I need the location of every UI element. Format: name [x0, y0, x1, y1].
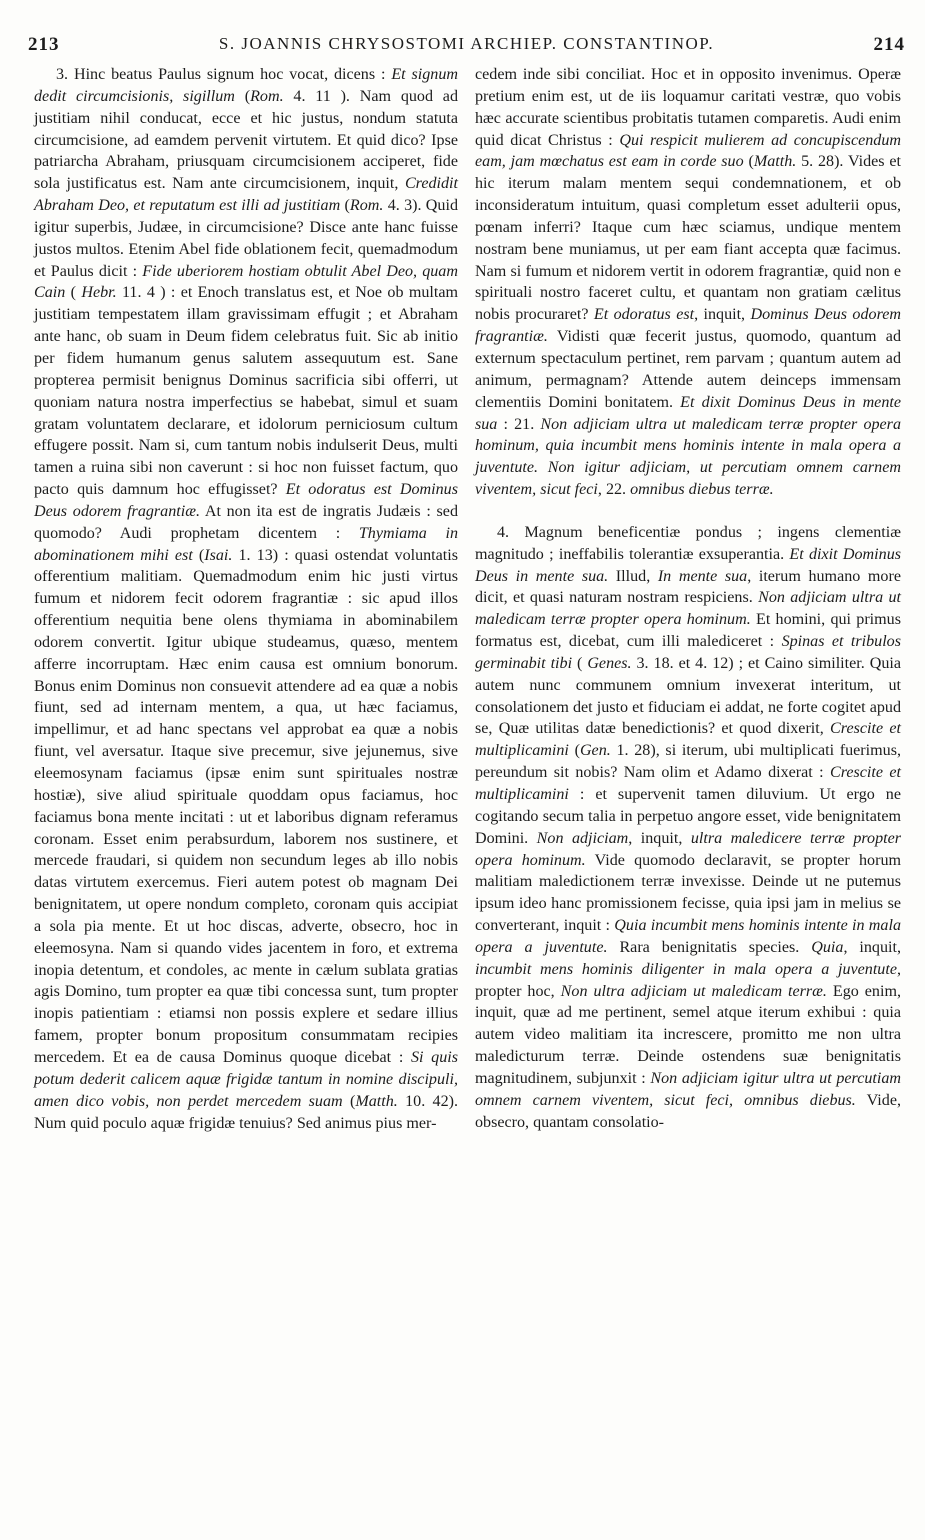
- left-column: [34, 64, 458, 1134]
- page-header: [28, 34, 905, 56]
- paragraph: 3. Hinc beatus Paulus signum hoc vocat, dicens : Et signum dedit circumcisionis, sigillum (Rom. 4. 11 ). Nam quod ad justitiam nihil conducat, ecce et hic justus, nondum statuta circumcisione, ad eamdem pervenit virtutem. Et quid dico? Ipse patriarcha Abraham, priusquam circumcisionem acciperet, fide sola justificatus est. Nam ante circumcisionem, inquit, Credidit Abraham Deo, et reputatum est illi ad justitiam (Rom. 4. 3). Quid igitur superbis, Judæe, in circumcisione? Disce ante hanc fuisse justos multos. Etenim Abel fide oblationem fecit, quemadmodum et Paulus dicit : Fide uberiorem hostiam obtulit Abel Deo, quam Cain ( Hebr. 11. 4 ) : et Enoch translatus est, et Noe ob multam justitiam tempestatem illam gravissimam effugit ; et Abraham ante hanc, ob suam in Deum fidem celebratus fuit. Sic ab initio per fidem humanum genus salutem assequutum est. Sane propterea permisit benignus Dominus sacrificia sibi offerri, ut quoniam natura nostra imperfectius se habebat, simul et suam gratam voluntatem declarare, et idolorum perniciosum cultum effugere possit. Nam si, cum tantum nobis indulserit Deus, multi tamen a ruina sibi non caverunt : si hoc non fuisset factum, quo pacto quis damnum hoc effugisset? Et odoratus est Dominus Deus odorem fragrantiæ. At non ita est de ingratis Judæis : sed quomodo? Audi prophetam dicentem : Thymiama in abominationem mihi est (Isai. 1. 13) : quasi ostendat voluntatis offerentium malitiam. Quemadmodum enim hic justi virtus fumum et nidorem fecit odorem fragrantiæ : sic apud illos offerentium nequitia bene olens thymiama in abominabilem odorem convertit. Igitur ubique studeamus, quæso, mentem afferre incorruptam. Hæc enim causa est omnium bonorum. Bonus enim Dominus non consuevit attendere ad ea quæ a nobis fiunt, sed ad internam mentem, a qua, ut hæc faciamus, impellimur, et ad hanc spectans vel approbat ea quæ a nobis fiunt, vel aversatur. Itaque sive precemur, sive jejunemus, sive eleemosynam faciamus (ipsæ enim sunt spirituales nostræ hostiæ), sive aliud spirituale quoddam opus faciamus, hoc faciamus bona mente incitati : ut et laboribus dignam referamus coronam. Esset enim perabsurdum, laborem nos sustinere, et mercede fraudari, si quidem non secundum leges ab illo nobis datas virtutem exercemus. Fieri autem potest ob magnam Dei benignitatem, ut opere nondum completo, coronam quis accipiat a sola pia mente. Et ut hoc discas, adverte, obsecro, hoc in eleemosyna. Nam si quando vides jacentem in foro, et extrema inopia detentum, et condoles, ac mente in cælum sublata gratias agis Domino, tum propter ea quæ tibi concessa sunt, tum propter inopis patientiam : etiamsi non possis explere et sedare illius famem, propter bonum propositum consummatam recipies mercedem. Et ea de causa Dominus quoque dicebat : Si quis potum dederit calicem aquæ frigidæ tantum in nomine discipuli, amen dico vobis, non perdet mercedem suam (Matth. 10. 42). Num quid poculo aquæ frigidæ tenuius? Sed animus pius mer-: [34, 66, 459, 1132]
- page-number-left: 213: [28, 34, 60, 55]
- page-number-right: 214: [873, 34, 905, 55]
- right-column: [475, 64, 901, 1134]
- paragraph: 4. Magnum beneficentiæ pondus ; ingens clementiæ magnitudo ; ineffabilis tolerantiæ exsuperantia. Et dixit Dominus Deus in mente sua. Illud, In mente sua, iterum humano more dicit, et quasi naturam nostram respiciens. Non adjiciam ultra ut maledicam terræ propter opera hominum. Et homini, qui primus formatus est, dicebat, cum illi malediceret : Spinas et tribulos germinabit tibi ( Genes. 3. 18. et 4. 12) ; et Caino similiter. Quia autem nunc communem omnium invexerat interitum, ut consolationem det justo et fiduciam ei addat, ne forte cogitet apud se, Quæ utilitas datæ benedictionis? et quod dixerit, Crescite et multiplicamini (Gen. 1. 28), si iterum, ubi multiplicati fuerimus, pereundum sit nobis? Nam olim et Adamo dixerat : Crescite et multiplicamini : et supervenit tamen diluvium. Ut ergo ne cogitando secum talia in perpetuo angore esset, vide benignitatem Domini. Non adjiciam, inquit, ultra maledicere terræ propter opera hominum. Vide quomodo declaravit, se propter horum malitiam maledictionem terræ invexisse. Deinde ut ne putemus ipsum ideo hanc promissionem fecisse, quia ipsi jam in melius se converterant, inquit : Quia incumbit mens hominis intente in mala opera a juventute. Rara benignitatis species. Quia, inquit, incumbit mens hominis diligenter in mala opera a juventute, propter hoc, Non ultra adjiciam ut maledicam terræ. Ego enim, inquit, quæ ad me pertinent, semel atque iterum exhibui : quia autem video malitiam ita increscere, promitto me non ultra maledicturum terræ. Deinde ostendens suæ benignitatis magnitudinem, subjunxit : Non adjiciam igitur ultra ut percutiam omnem carnem viventem, sicut feci, omnibus diebus. Vide, obsecro, quantam consolatio-: [475, 523, 902, 1131]
- paragraph: cedem inde sibi conciliat. Hoc et in opposito invenimus. Operæ pretium enim est, ut de iis loquamur caritati vestræ, quo vobis hæc accurate scientibus probitatis tutamen comparetis. Audi enim quid dicat Christus : Qui respicit mulierem ad concupiscendum eam, jam mœchatus est eam in corde suo (Matth. 5. 28). Vides et hic iterum malam mentem sequi condemnationem, et ob inconsideratum intuitum, quasi completum esset adulterii opus, pœnam inferri? Itaque cum hæc sciamus, undique mentem nostram bene muniamus, ut per eam fiant accepta quæ facimus. Nam si fumum et nidorem vertit in odorem fragrantiæ, quid non e spirituali nostro faceret cultu, et quantam non gratiam cælitus nobis procuraret? Et odoratus est, inquit, Dominus Deus odorem fragrantiæ. Vidisti quæ fecerit justus, quomodo, quantum ad externum spectaculum pertinet, rem parvam ; quantum autem ad animum, permagnam? Attende autem deinceps immensam clementiis Domini bonitatem. Et dixit Dominus Deus in mente sua : 21. Non adjiciam ultra ut maledicam terræ propter opera hominum, quia incumbit mens hominis intente in mala opera a juventute. Non igitur adjiciam, ut percutiam omnem carnem viventem, sicut feci, 22. omnibus diebus terræ.: [475, 66, 901, 499]
- running-title: S. JOANNIS CHRYSOSTOMI ARCHIEP. CONSTANTINOP.: [218, 34, 715, 53]
